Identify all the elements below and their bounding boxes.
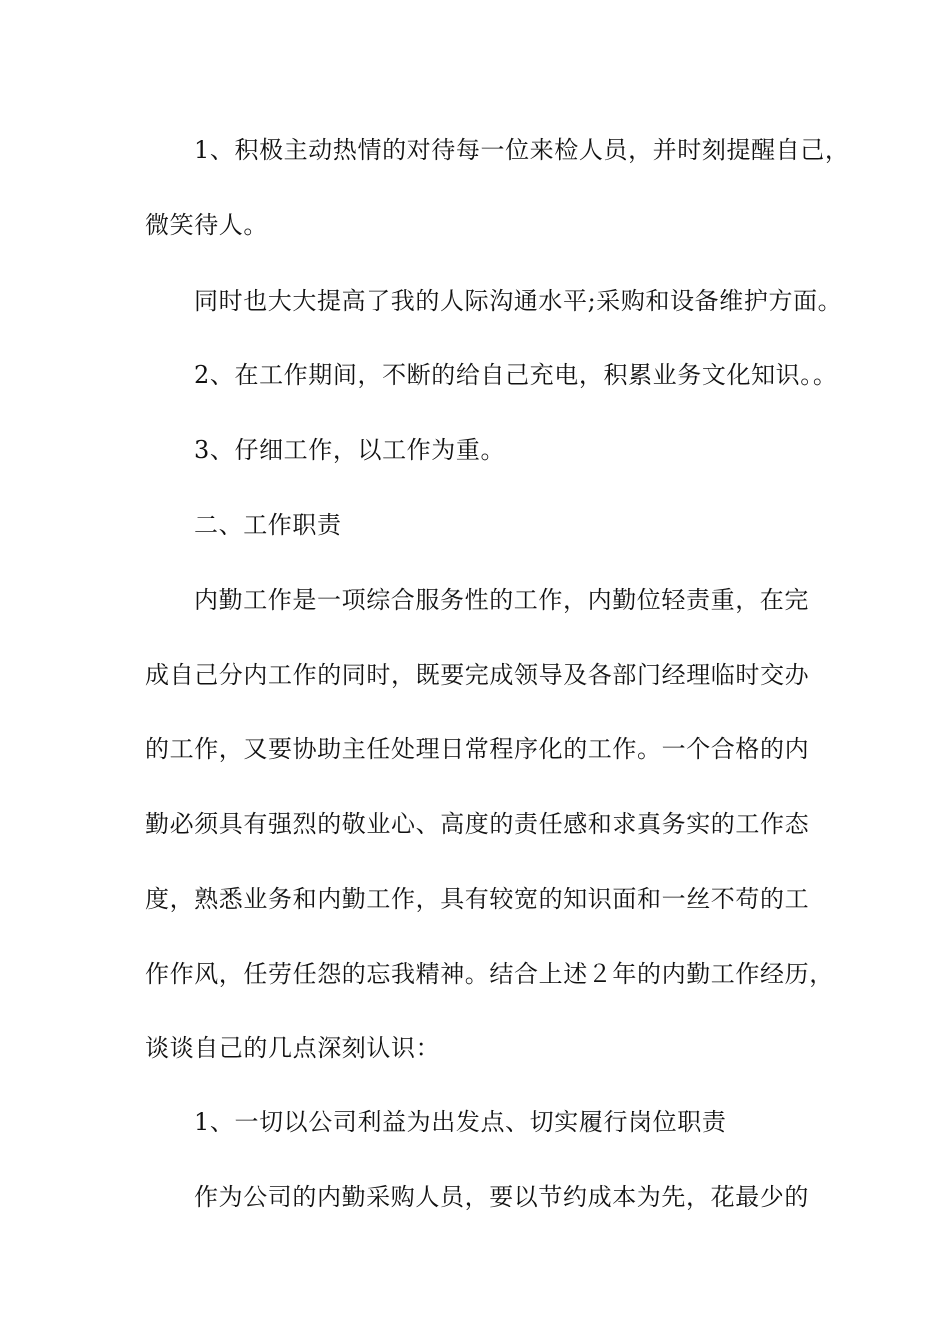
paragraph-line: 1、积极主动热情的对待每一位来检人员，并时刻提醒自己， [194, 136, 850, 164]
paragraph-line: 度，熟悉业务和内勤工作，具有较宽的知识面和一丝不苟的工 [145, 885, 810, 913]
paragraph-line: 3、仔细工作，以工作为重。 [194, 436, 506, 464]
section-heading: 二、工作职责 [194, 511, 342, 539]
paragraph-line: 内勤工作是一项综合服务性的工作，内勤位轻责重，在完 [194, 586, 809, 614]
paragraph-line: 谈谈自己的几点深刻认识： [145, 1034, 441, 1062]
paragraph-line: 成自己分内工作的同时，既要完成领导及各部门经理临时交办 [145, 661, 810, 689]
paragraph-line: 作作风，任劳任怨的忘我精神。结合上述２年的内勤工作经历， [145, 960, 834, 988]
subsection-heading: 1、一切以公司利益为出发点、切实履行岗位职责 [194, 1108, 727, 1136]
paragraph-line: 的工作，又要协助主任处理日常程序化的工作。一个合格的内 [145, 735, 810, 763]
paragraph-line: 2、在工作期间，不断的给自己充电，积累业务文化知识。。 [194, 361, 838, 389]
paragraph-line: 微笑待人。 [145, 211, 268, 239]
paragraph-line: 同时也大大提高了我的人际沟通水平;采购和设备维护方面。 [194, 287, 843, 315]
paragraph-line: 作为公司的内勤采购人员，要以节约成本为先，花最少的 [194, 1183, 809, 1211]
paragraph-line: 勤必须具有强烈的敬业心、高度的责任感和求真务实的工作态 [145, 810, 810, 838]
